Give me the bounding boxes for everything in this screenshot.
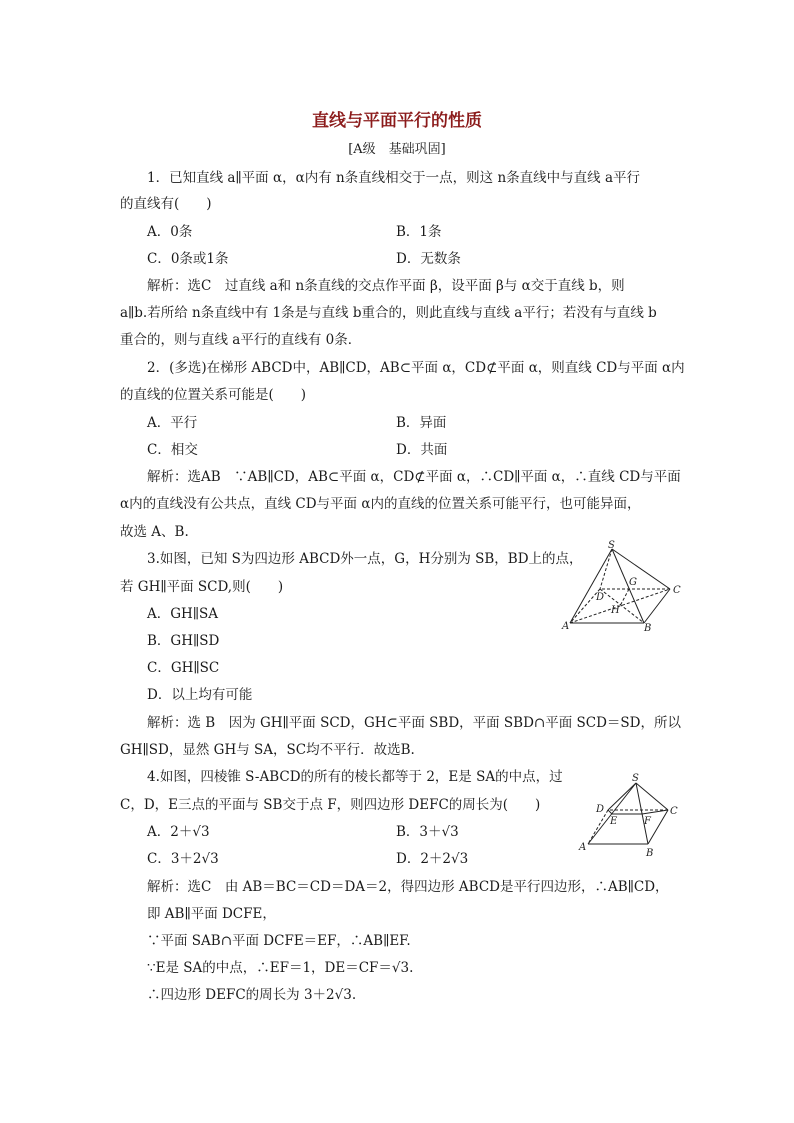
label-c: C <box>673 585 681 596</box>
q3-stem-line: 3.如图，已知 S为四边形 ABCD外一点，G，H分别为 SB，BD上的点， <box>147 551 583 567</box>
q4-option-c: C．3＋2√3 <box>147 851 219 867</box>
q4-analysis-line: 解析：选C 由 AB＝BC＝CD＝DA＝2，得四边形 ABCD是平行四边形，∴AB∥CD， <box>147 879 669 895</box>
q4-stem-line: C，D，E三点的平面与 SB交于点 F，则四边形 DEFC的周长为( ) <box>120 797 541 813</box>
page-title: 直线与平面平行的性质 <box>312 111 482 131</box>
q1-option-d: D．无数条 <box>396 251 461 267</box>
label-g: G <box>629 577 637 588</box>
q3-pyramid-figure <box>556 540 686 634</box>
label-b: B <box>644 623 652 634</box>
label-d: D <box>596 804 605 815</box>
q3-analysis-line: GH∥SD，显然 GH与 SA，SC均不平行．故选B. <box>120 742 415 758</box>
segment-bd <box>600 589 644 623</box>
q2-option-c: C．相交 <box>147 442 198 458</box>
q2-option-d: D．共面 <box>396 442 448 458</box>
q3-stem-line: 若 GH∥平面 SCD,则( ) <box>120 579 284 595</box>
edge-sd <box>600 549 612 589</box>
q1-analysis-line: 重合的，则与直线 a平行的直线有 0条． <box>120 332 362 348</box>
label-f: F <box>644 816 651 827</box>
label-e: E <box>610 816 618 827</box>
label-h: H <box>611 605 620 616</box>
q4-stem-line: 4.如图，四棱锥 S-ABCD的所有的棱长都等于 2，E是 SA的中点，过 <box>147 769 563 785</box>
q1-option-c: C．0条或1条 <box>147 251 229 267</box>
q1-option-b: B．1条 <box>396 224 442 240</box>
q2-analysis-line: 故选 A、B. <box>120 524 189 540</box>
q2-option-b: B．异面 <box>396 415 447 431</box>
segment-de <box>608 810 612 814</box>
segment-fc <box>642 810 668 814</box>
q1-analysis-line: 解析：选C 过直线 a和 n条直线的交点作平面 β，设平面 β与 α交于直线 b，则 <box>147 278 625 294</box>
q2-analysis-line: 解析：选AB ∵AB∥CD，AB⊂平面 α，CD⊄平面 α，∴CD∥平面 α，∴直线 CD与平面 <box>147 469 681 485</box>
edge-bc <box>648 810 668 844</box>
section-level: [A级 基础巩固] <box>348 142 446 157</box>
q4-analysis-line: ∵平面 SAB∩平面 DCFE＝EF，∴AB∥EF. <box>147 933 411 949</box>
edge-bc <box>644 589 670 623</box>
q4-pyramid-figure <box>574 770 686 858</box>
q4-analysis-line: ∵E是 SA的中点，∴EF＝1，DE＝CF＝√3. <box>147 960 414 976</box>
q4-analysis-line: ∴四边形 DEFC的周长为 3＋2√3. <box>147 987 357 1003</box>
label-s: S <box>632 773 639 784</box>
q4-option-a: A．2＋√3 <box>147 824 210 840</box>
label-a: A <box>579 842 587 853</box>
edge-da <box>588 810 608 844</box>
label-b: B <box>646 848 654 858</box>
q3-option-d: D．以上均有可能 <box>147 687 253 703</box>
q2-option-a: A．平行 <box>147 415 198 431</box>
q3-option-c: C．GH∥SC <box>147 660 220 676</box>
q1-stem-line: 的直线有( ) <box>120 196 212 212</box>
label-a: A <box>562 621 570 632</box>
edge-sa <box>570 549 612 623</box>
q4-option-b: B．3＋√3 <box>396 824 459 840</box>
q3-analysis-line: 解析：选 B 因为 GH∥平面 SCD，GH⊂平面 SBD，平面 SBD∩平面 SCD＝SD，所以 <box>147 715 682 731</box>
q2-stem-line: 的直线的位置关系可能是( ) <box>120 387 307 403</box>
q4-analysis-line: 即 AB∥平面 DCFE， <box>147 906 276 922</box>
label-c: C <box>670 806 678 817</box>
q1-analysis-line: a∥b.若所给 n条直线中有 1条是与直线 b重合的，则此直线与直线 a平行；若没有与直线 b <box>120 305 657 321</box>
q4-option-d: D．2＋2√3 <box>396 851 469 867</box>
q3-option-b: B．GH∥SD <box>147 633 220 649</box>
q3-option-a: A．GH∥SA <box>147 606 219 622</box>
q1-option-a: A．0条 <box>147 224 193 240</box>
q2-analysis-line: α内的直线没有公共点，直线 CD与平面 α内的直线的位置关系可能平行，也可能异面， <box>120 496 641 512</box>
edge-sd <box>608 783 636 810</box>
q2-stem-line: 2．(多选)在梯形 ABCD中，AB∥CD，AB⊂平面 α，CD⊄平面 α，则直线 CD与平面 α内 <box>147 360 685 376</box>
label-d: D <box>596 592 605 603</box>
q1-stem-line: 1．已知直线 a∥平面 α，α内有 n条直线相交于一点，则这 n条直线中与直线 a平行 <box>147 170 640 186</box>
label-s: S <box>608 540 615 551</box>
